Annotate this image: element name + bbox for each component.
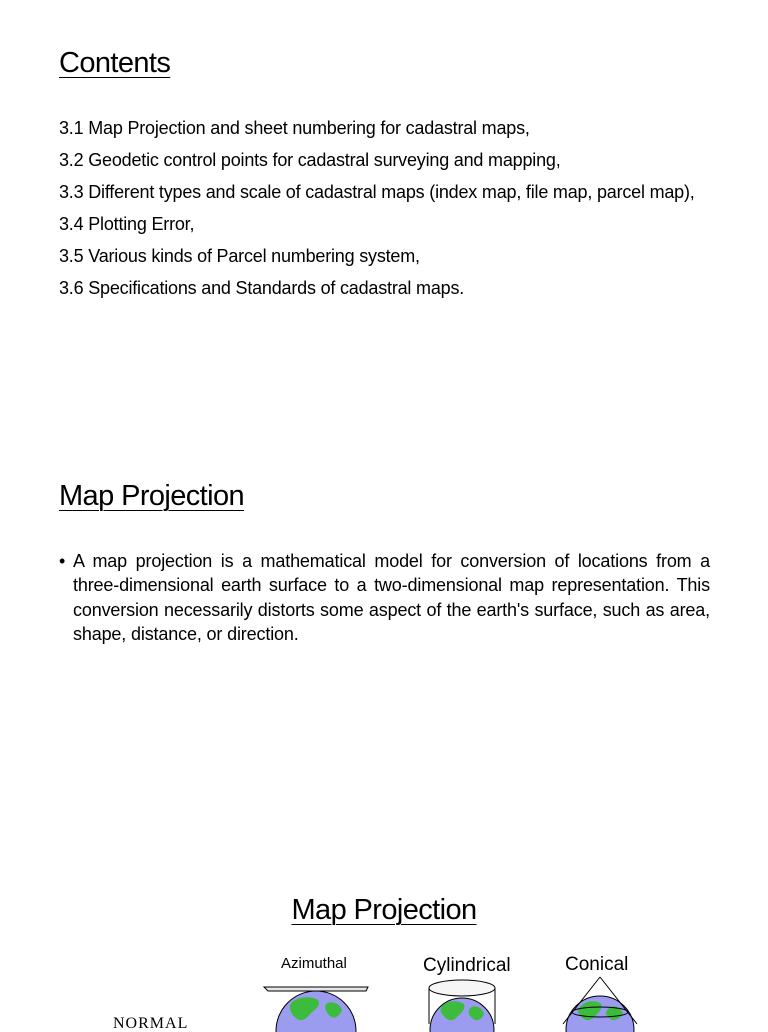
bullet-icon: • [59,551,66,571]
conical-projection-figure [555,976,645,1024]
conical-globe-icon [566,996,634,1032]
map-projection-bullet [59,549,710,647]
cylindrical-label: Cylindrical [423,955,511,976]
contents-item-3-5: 3.5 Various kinds of Parcel numbering system, [59,246,420,266]
conical-label: Conical [565,954,629,975]
contents-item-3-6: 3.6 Specifications and Standards of cadastral maps. [59,278,465,298]
cylindrical-projection-figure [426,978,498,1024]
azimuthal-plane [264,987,368,991]
contents-heading: Contents [59,47,171,79]
contents-item-3-3: 3.3 Different types and scale of cadastral maps (index map, file map, parcel map), [59,182,695,202]
contents-item-3-2: 3.2 Geodetic control points for cadastral surveying and mapping, [59,150,561,170]
map-projection-definition: A map projection is a mathematical model for conversion of locations from a three-dimensional earth surface to a two-dimensional map representation. This conversion necessarily distorts some aspect of the earth's surface, such as area, shape, distance, or direction. [73,551,710,645]
azimuthal-label: Azimuthal [281,955,347,972]
cylindrical-globe-icon [430,998,494,1032]
contents-item-3-4: 3.4 Plotting Error, [59,214,195,234]
normal-row-label: NORMAL [113,1015,189,1032]
contents-item-3-1: 3.1 Map Projection and sheet numbering for cadastral maps, [59,118,530,138]
figure-heading: Map Projection [291,894,477,926]
contents-list [59,117,709,309]
azimuthal-projection-figure [262,980,372,1024]
map-projection-heading: Map Projection [59,480,245,512]
azimuthal-globe-icon [276,991,356,1032]
